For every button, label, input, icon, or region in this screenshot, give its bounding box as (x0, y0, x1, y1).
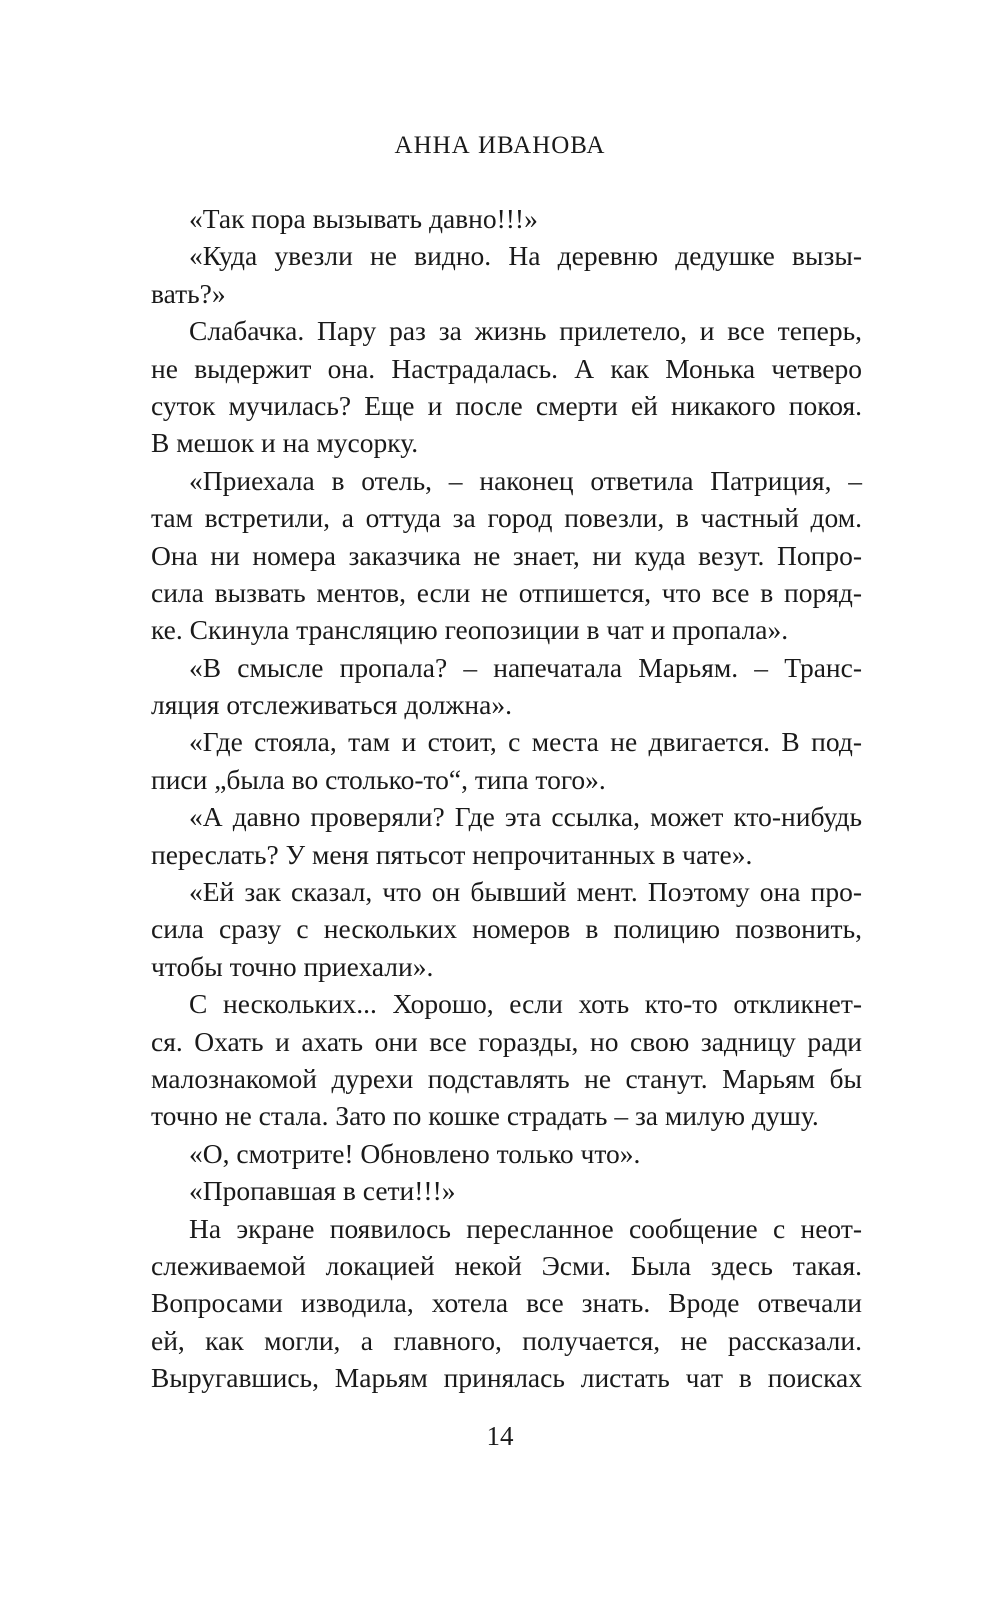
text-line: «О, смотрите! Обновлено только что». (189, 1137, 641, 1169)
text-line: Она ни номера заказчика не знает, ни куда везут. Попро- (151, 539, 862, 571)
text-line: «В смысле пропала? – напечатала Марьям. – Транс- (189, 651, 862, 683)
text-line: ляция отслеживаться должна». (151, 689, 512, 721)
text-line: «Где стояла, там и стоит, с места не двигается. В под- (189, 726, 862, 758)
text-line: вать?» (151, 277, 226, 309)
text-line: чтобы точно приехали». (151, 950, 434, 982)
text-line: суток мучилась? Еще и после смерти ей никакого покоя. (151, 389, 862, 421)
text-line: «А давно проверяли? Где эта ссылка, может кто-нибудь (189, 801, 862, 833)
text-line: «Пропавшая в сети!!!» (189, 1175, 456, 1207)
text-line: сила вызвать ментов, если не отпишется, что все в поряд- (151, 576, 862, 608)
text-line: ей, как могли, а главного, получается, не рассказали. (151, 1324, 862, 1356)
text-line: там встретили, а оттуда за город повезли, в частный дом. (151, 502, 862, 534)
text-line: слеживаемой локацией некой Эсми. Была здесь такая. (151, 1249, 862, 1281)
text-line: С нескольких... Хорошо, если хоть кто-то откликнет- (189, 988, 862, 1020)
text-line: малознакомой дурехи подставлять не станут. Марьям бы (151, 1062, 862, 1094)
text-line: «Куда увезли не видно. На деревню дедушке вызы- (189, 240, 862, 272)
text-line: Вопросами изводила, хотела все знать. Вроде отвечали (151, 1287, 862, 1319)
text-line: не выдержит она. Настрадалась. А как Монька четверо (151, 352, 862, 384)
text-line: ся. Охать и ахать они все горазды, но свою задницу ради (151, 1025, 862, 1057)
text-line: переслать? У меня пятьсот непрочитанных в чате». (151, 838, 753, 870)
text-line: «Приехала в отель, – наконец ответила Патриция, – (189, 464, 862, 496)
body-text (151, 200, 862, 1397)
text-line: «Так пора вызывать давно!!!» (189, 203, 538, 234)
text-line: писи „была во столько-то“, типа того». (151, 763, 606, 795)
text-line: На экране появилось пересланное сообщение с неот- (189, 1212, 862, 1244)
text-line: В мешок и на мусорку. (151, 427, 419, 459)
text-line: ке. Скинула трансляцию геопозиции в чат и пропала». (151, 614, 789, 646)
text-line: сила сразу с нескольких номеров в полицию позвонить, (151, 913, 862, 945)
text-line: Выругавшись, Марьям принялась листать чат в поисках (151, 1362, 862, 1394)
text-line: «Ей зак сказал, что он бывший мент. Поэтому она про- (189, 876, 862, 908)
page-number: 14 (486, 1421, 514, 1451)
text-line: точно не стала. Зато по кошке страдать – за милую душу. (151, 1100, 819, 1132)
running-head-author: АННА ИВАНОВА (394, 132, 606, 159)
text-line: Слабачка. Пару раз за жизнь прилетело, и все теперь, (189, 315, 862, 347)
